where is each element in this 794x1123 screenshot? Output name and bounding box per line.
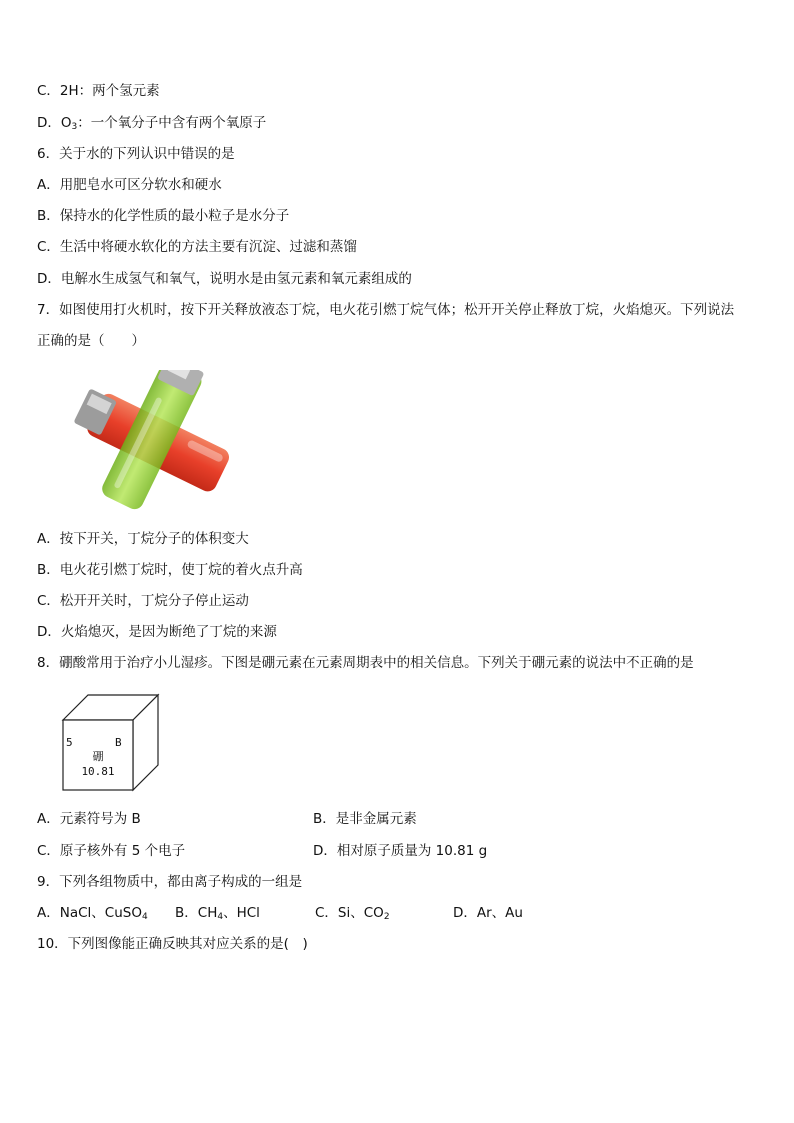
text: B．CH [175, 905, 218, 921]
q6-option-d: D．电解水生成氢气和氧气，说明水是由氢元素和氧元素组成的 [37, 271, 412, 287]
q6-option-b: B．保持水的化学性质的最小粒子是水分子 [37, 208, 290, 224]
atomic-number: 5 [66, 736, 73, 749]
text: ：一个氧分子中含有两个氧原子 [77, 115, 267, 131]
q8-option-b: B．是非金属元素 [313, 811, 417, 827]
subscript: 4 [217, 912, 224, 922]
question-8: 8．硼酸常用于治疗小儿湿疹。下图是硼元素在元素周期表中的相关信息。下列关于硼元素的说法中不正确的是 [37, 655, 694, 671]
question-9: 9．下列各组物质中，都由离子构成的一组是 [37, 874, 303, 890]
subscript: 4 [141, 912, 148, 922]
q6-option-c: C．生活中将硬水软化的方法主要有沉淀、过滤和蒸馏 [37, 239, 357, 255]
element-symbol: B [115, 736, 122, 749]
q7-option-a: A．按下开关，丁烷分子的体积变大 [37, 531, 249, 547]
question-10: 10．下列图像能正确反映其对应关系的是( ) [37, 936, 308, 952]
line-2h: C．2H：两个氢元素 [37, 83, 160, 99]
lighters-image [66, 370, 244, 510]
q9-option-d: D．Ar、Au [453, 905, 523, 921]
subscript: 2 [383, 912, 390, 922]
q9-option-c [315, 904, 390, 926]
q8-option-c: C．原子核外有 5 个电子 [37, 843, 186, 859]
text: D．O [37, 115, 72, 131]
text: A．NaCl、CuSO [37, 905, 142, 921]
q7-option-c: C．松开开关时，丁烷分子停止运动 [37, 593, 249, 609]
text: C．Si、CO [315, 905, 384, 921]
atomic-mass: 10.81 [81, 765, 115, 778]
boron-element-card [60, 690, 164, 794]
q9-option-a [37, 904, 148, 926]
q8-option-d: D．相对原子质量为 10.81 g [313, 843, 488, 859]
line-o3 [37, 114, 266, 136]
question-7-line2: 正确的是（ ） [37, 333, 145, 349]
q7-option-d: D．火焰熄灭，是因为断绝了丁烷的来源 [37, 624, 277, 640]
element-name: 硼 [92, 750, 104, 763]
q6-option-a: A．用肥皂水可区分软水和硬水 [37, 177, 222, 193]
question-7-line1: 7．如图使用打火机时，按下开关释放液态丁烷，电火花引燃丁烷气体；松开开关停止释放丁烷，火焰熄灭。下列说法 [37, 302, 735, 318]
question-6: 6．关于水的下列认识中错误的是 [37, 146, 235, 162]
q7-option-b: B．电火花引燃丁烷时，使丁烷的着火点升高 [37, 562, 303, 578]
q8-option-a: A．元素符号为 B [37, 811, 141, 827]
text: 、HCl [223, 905, 260, 921]
q9-option-b [175, 904, 260, 926]
subscript: 3 [71, 122, 78, 132]
